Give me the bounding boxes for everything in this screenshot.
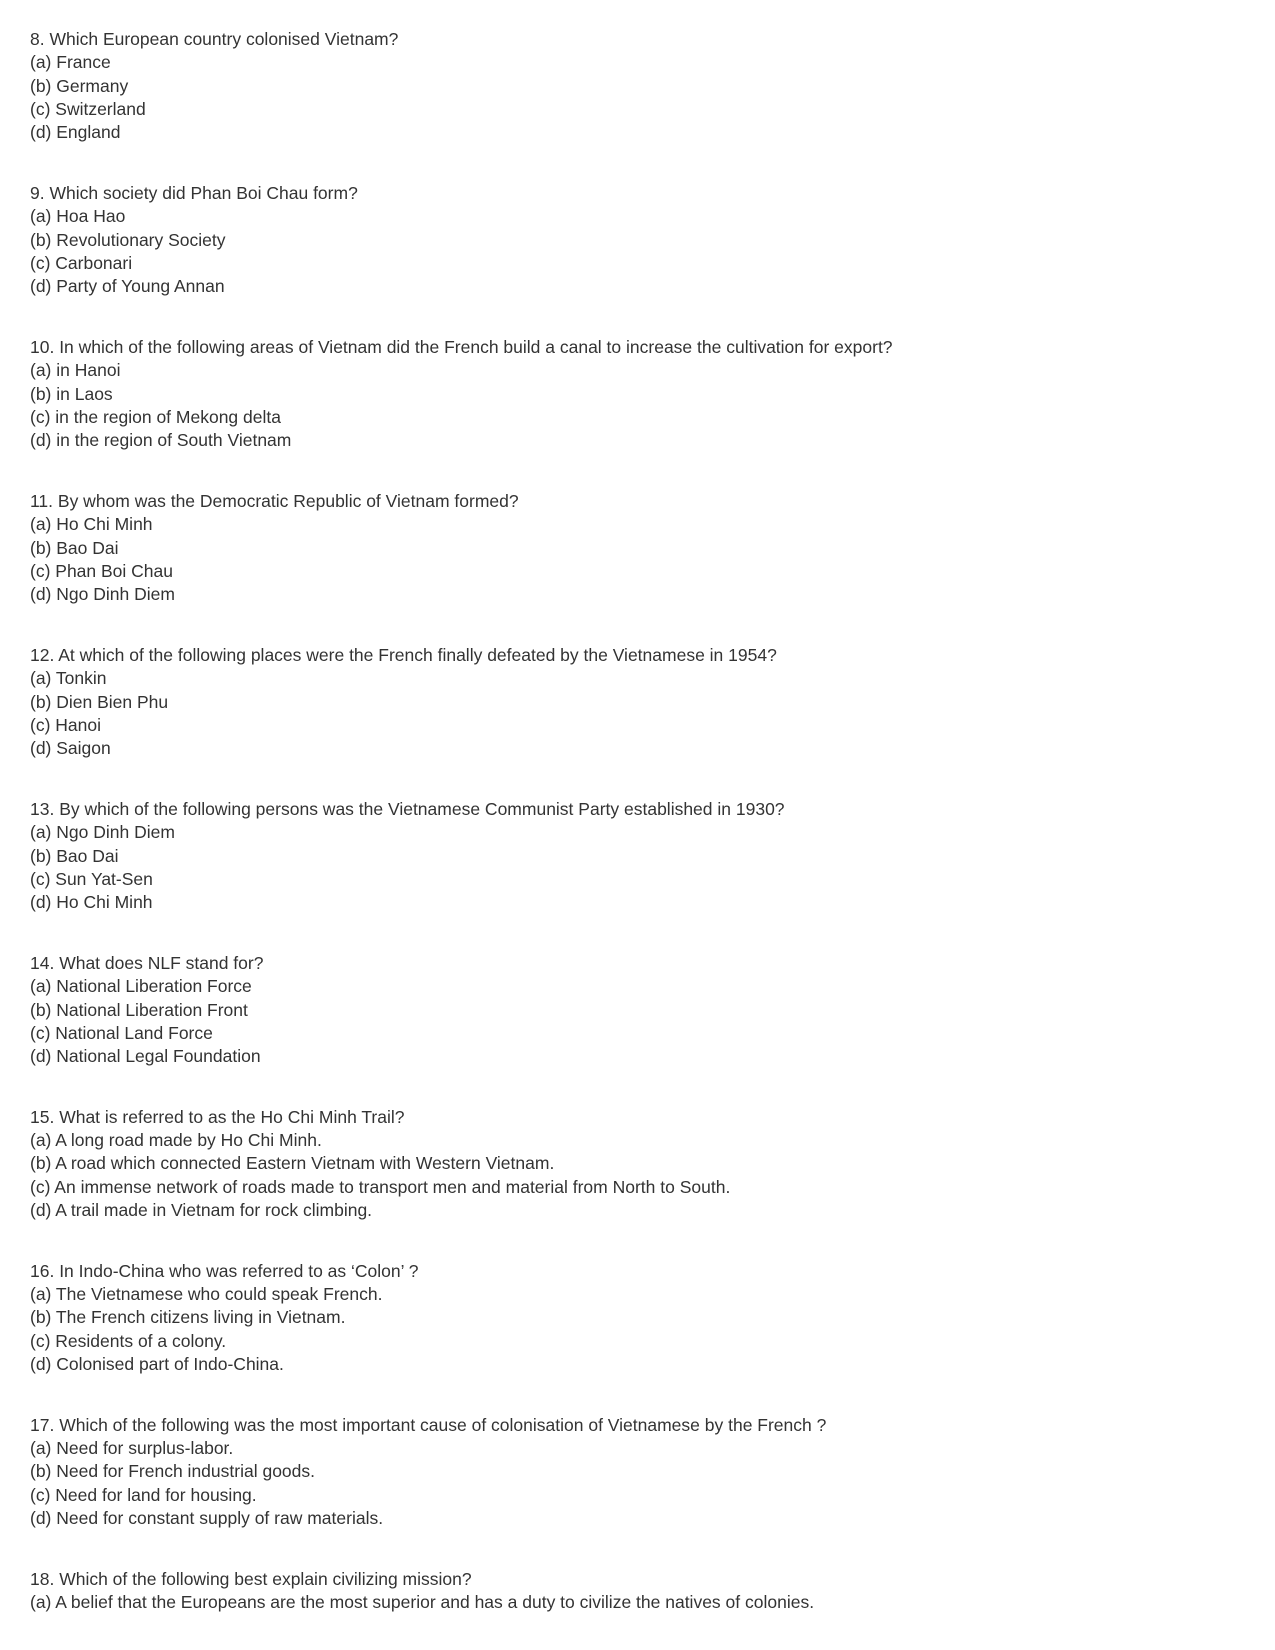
question-list — [30, 28, 1245, 1614]
option-text: (d) Ngo Dinh Diem — [30, 584, 175, 605]
option-text: (a) National Liberation Force — [30, 976, 252, 997]
option-text: (b) Need for French industrial goods. — [30, 1461, 315, 1482]
question-text: 8. Which European country colonised Vietnam? — [30, 29, 399, 49]
option-text: (b) A road which connected Eastern Vietnam with Western Vietnam. — [30, 1153, 555, 1174]
question-text: 14. What does NLF stand for? — [30, 952, 264, 973]
option-text: (b) National Liberation Front — [30, 999, 248, 1020]
option-text: (d) in the region of South Vietnam — [30, 430, 292, 451]
question-text: 18. Which of the following best explain civilizing mission? — [30, 1568, 472, 1589]
option-text: (a) Need for surplus-labor. — [30, 1438, 234, 1459]
question-text: 16. In Indo-China who was referred to as ‘Colon’ ? — [30, 1260, 419, 1281]
question-block — [30, 28, 1245, 144]
question-text: 17. Which of the following was the most important cause of colonisation of Vietnamese by the French ? — [30, 1414, 827, 1435]
option-text: (a) Hoa Hao — [30, 206, 126, 227]
option-text: (c) Switzerland — [30, 98, 146, 119]
option-text: (a) Tonkin — [30, 668, 107, 689]
question-text: 11. By whom was the Democratic Republic of Vietnam formed? — [30, 490, 519, 511]
question-text: 15. What is referred to as the Ho Chi Minh Trail? — [30, 1106, 405, 1127]
option-text: (c) Residents of a colony. — [30, 1330, 227, 1351]
option-text: (a) France — [30, 52, 111, 73]
question-block — [30, 1106, 1245, 1222]
option-text: (b) Bao Dai — [30, 537, 119, 558]
question-block — [30, 490, 1245, 606]
question-text: 9. Which society did Phan Boi Chau form? — [30, 182, 358, 203]
question-block — [30, 1414, 1245, 1530]
option-text: (d) Ho Chi Minh — [30, 892, 153, 913]
option-text: (a) A belief that the Europeans are the most superior and has a duty to civilize the natives of colonies. — [30, 1592, 815, 1613]
question-block — [30, 798, 1245, 914]
option-text: (a) Ho Chi Minh — [30, 514, 153, 535]
option-text: (d) Party of Young Annan — [30, 276, 225, 297]
option-text: (c) Carbonari — [30, 252, 133, 273]
option-text: (c) National Land Force — [30, 1022, 213, 1043]
option-text: (d) A trail made in Vietnam for rock climbing. — [30, 1200, 373, 1221]
question-block — [30, 336, 1245, 452]
option-text: (a) The Vietnamese who could speak French. — [30, 1284, 383, 1305]
option-text: (c) Phan Boi Chau — [30, 560, 173, 581]
question-block — [30, 1260, 1245, 1376]
option-text: (d) Need for constant supply of raw materials. — [30, 1508, 384, 1529]
option-text: (d) Colonised part of Indo-China. — [30, 1354, 284, 1375]
option-text: (d) National Legal Foundation — [30, 1046, 261, 1067]
option-text: (b) Bao Dai — [30, 845, 119, 866]
option-text: (b) in Laos — [30, 383, 113, 404]
question-text: 10. In which of the following areas of Vietnam did the French build a canal to increase the cultivation for export? — [30, 336, 893, 357]
option-text: (a) A long road made by Ho Chi Minh. — [30, 1130, 322, 1151]
option-text: (b) The French citizens living in Vietnam. — [30, 1307, 346, 1328]
option-text: (c) Hanoi — [30, 714, 101, 735]
option-text: (a) in Hanoi — [30, 360, 121, 381]
option-text: (d) Saigon — [30, 738, 111, 759]
question-block — [30, 182, 1245, 298]
option-text: (c) Sun Yat-Sen — [30, 868, 153, 889]
option-text: (c) Need for land for housing. — [30, 1484, 257, 1505]
option-text: (b) Revolutionary Society — [30, 229, 226, 250]
option-text: (b) Dien Bien Phu — [30, 691, 169, 712]
question-block — [30, 1568, 1245, 1615]
option-text: (b) Germany — [30, 75, 129, 96]
question-text: 12. At which of the following places were the French finally defeated by the Vietnamese in 1954? — [30, 644, 777, 665]
question-block — [30, 644, 1245, 760]
option-text: (c) An immense network of roads made to transport men and material from North to South. — [30, 1176, 731, 1197]
question-block — [30, 952, 1245, 1068]
option-text: (d) England — [30, 122, 121, 143]
option-text: (c) in the region of Mekong delta — [30, 406, 281, 427]
option-text: (a) Ngo Dinh Diem — [30, 822, 175, 843]
question-text: 13. By which of the following persons was the Vietnamese Communist Party established in 1930? — [30, 798, 785, 819]
